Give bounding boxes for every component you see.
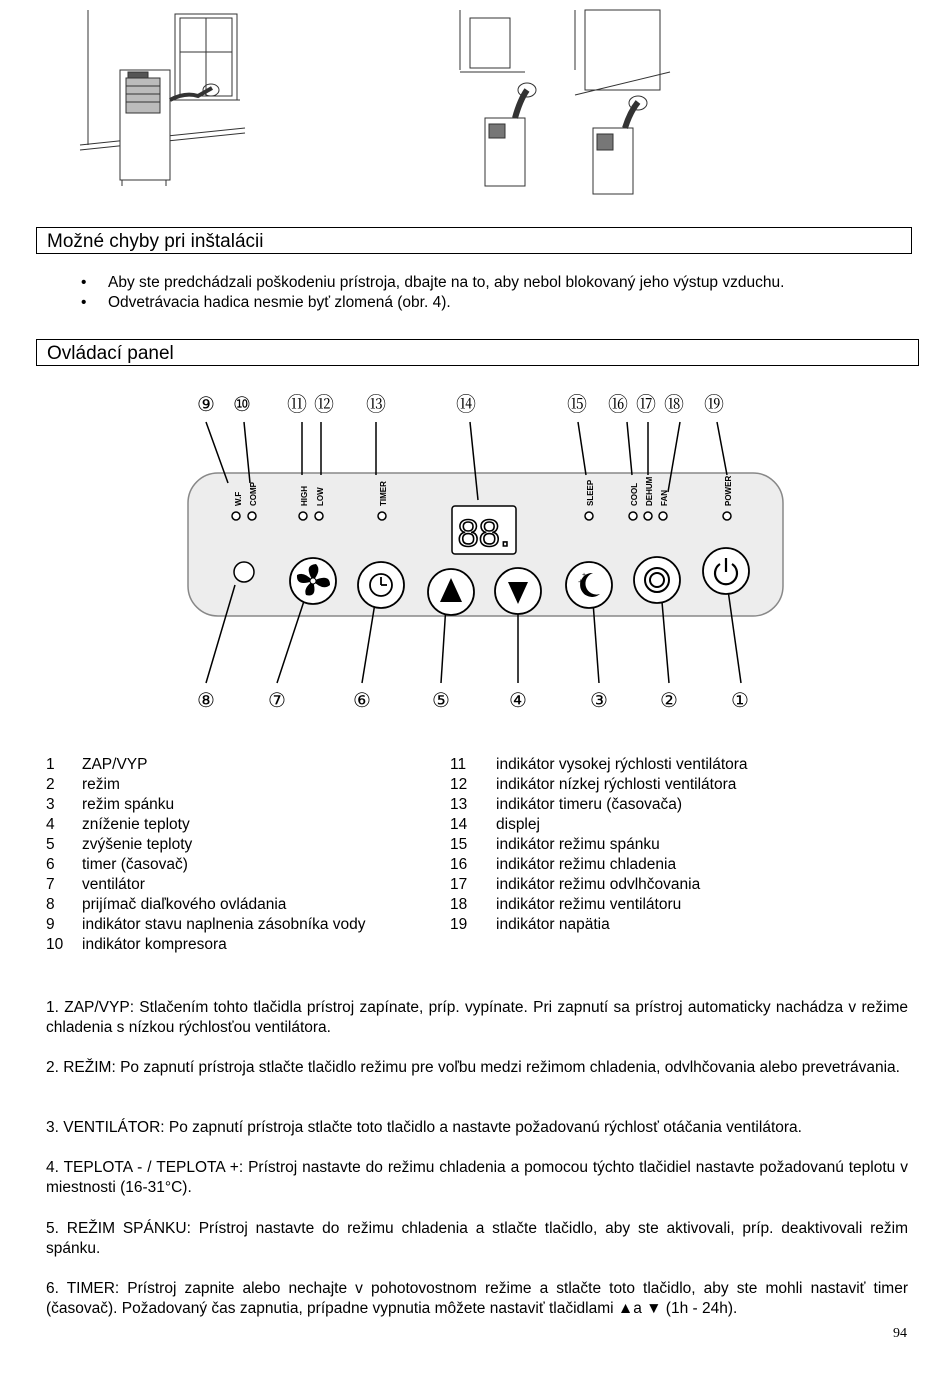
led-high: [299, 512, 307, 520]
list-item: • Aby ste predchádzali poškodeniu prístroja, dbajte na to, aby nebol blokovaný jeho výstup vzduchu.: [75, 273, 784, 293]
led-low: [315, 512, 323, 520]
indicator-label-dehum: DEHUM: [645, 476, 654, 506]
callout-1: ①: [731, 690, 749, 712]
list-item: 16 indikátor režimu chladenia: [450, 856, 677, 873]
remote-receiver: [234, 562, 254, 582]
legend-right: [450, 755, 748, 935]
callout-11: ⑪: [287, 394, 307, 416]
callout-18: ⑱: [664, 394, 684, 416]
list-item: 17 indikátor režimu odvlhčovania: [450, 876, 701, 893]
led-cool: [629, 512, 637, 520]
callout-4: ④: [509, 690, 527, 712]
list-item: 4 zníženie teploty: [46, 816, 190, 833]
list-item: 15 indikátor režimu spánku: [450, 836, 660, 853]
list-item: 8 prijímač diaľkového ovládania: [46, 896, 287, 913]
display-value: 88.: [457, 513, 511, 555]
callout-12: ⑫: [314, 394, 334, 416]
legend-left: [46, 755, 366, 955]
svg-text:+: +: [582, 572, 587, 579]
list-item: 6 timer (časovač): [46, 856, 188, 873]
description-temperature: 4. TEPLOTA - / TEPLOTA +: Prístroj nastavte do režimu chladenia a pomocou týchto tlačidiel nastavte požadovanú teplotu v miestnosti (16-31°C).: [46, 1159, 908, 1196]
installation-illustrations: [0, 0, 950, 205]
callout-13: ⑬: [366, 394, 386, 416]
list-item: 10 indikátor kompresora: [46, 936, 227, 953]
indicator-label-high: HIGH: [300, 486, 309, 506]
led-power: [723, 512, 731, 520]
callout-5: ⑤: [432, 690, 450, 712]
description-power: 1. ZAP/VYP: Stlačením tohto tlačidla prístroj zapínate, príp. vypínate. Pri zapnutí sa prístroj automaticky nachádza v režime chladenia s nízkou rýchlosťou ventilátora.: [46, 999, 908, 1036]
list-item: 11 indikátor vysokej rýchlosti ventilátora: [450, 756, 748, 773]
callout-7: ⑦: [268, 690, 286, 712]
description-mode: 2. REŽIM: Po zapnutí prístroja stlačte tlačidlo režimu pre voľbu medzi režimom chladenia, odvlhčovania alebo prevetrávania.: [46, 1059, 900, 1076]
list-item: 2 režim: [46, 776, 120, 793]
indicator-label-low: LOW: [316, 487, 325, 506]
page-number: 94: [893, 1326, 907, 1341]
indicator-label-comp: COMP: [249, 482, 258, 506]
callout-2: ②: [660, 690, 678, 712]
callout-16: ⑯: [608, 394, 628, 416]
list-item: 18 indikátor režimu ventilátoru: [450, 896, 682, 913]
install-errors-list: [75, 273, 784, 313]
list-item: 9 indikátor stavu naplnenia zásobníka vody: [46, 916, 366, 933]
indicator-label-fan: FAN: [660, 490, 669, 506]
list-item: 12 indikátor nízkej rýchlosti ventilátora: [450, 776, 737, 793]
indicator-label-wf: W.F: [234, 491, 243, 506]
mode-button[interactable]: [634, 557, 680, 603]
description-sleep: 5. REŽIM SPÁNKU: Prístroj nastavte do režimu chladenia a stlačte tlačidlo, aby ste aktivovali, príp. deaktivovali režim spánku.: [46, 1220, 908, 1257]
led-sleep: [585, 512, 593, 520]
led-dehum: [644, 512, 652, 520]
led-wf: [232, 512, 240, 520]
list-item: • Odvetrávacia hadica nesmie byť zlomená (obr. 4).: [75, 293, 784, 313]
sleep-button[interactable]: [566, 562, 612, 608]
callout-3: ③: [590, 690, 608, 712]
description-timer: 6. TIMER: Prístroj zapnite alebo nechajte v pohotovostnom režime a stlačte toto tlačidlo, aby ste mohli nastaviť timer (časovač). Požadovaný čas zapnutia, prípadne vypnutia môžete nastaviť tlačidlami ▲a ▼ (1h - 24h).: [46, 1280, 908, 1317]
list-item: 7 ventilátor: [46, 876, 145, 893]
callout-10: ⑩: [233, 394, 251, 416]
list-item: 19 indikátor napätia: [450, 916, 610, 933]
list-item: 14 displej: [450, 816, 540, 833]
callout-8: ⑧: [197, 690, 215, 712]
indicator-label-power: POWER: [724, 475, 733, 506]
list-item: 3 režim spánku: [46, 796, 175, 813]
indicator-label-cool: COOL: [630, 482, 639, 506]
callout-6: ⑥: [353, 690, 371, 712]
callout-15: ⑮: [567, 394, 587, 416]
led-timer: [378, 512, 386, 520]
indicator-label-timer: TIMER: [379, 481, 388, 506]
description-fan: 3. VENTILÁTOR: Po zapnutí prístroja stlačte toto tlačidlo a nastavte požadovanú rýchlosť otáčania ventilátora.: [46, 1119, 802, 1136]
section-title-install-errors: Možné chyby pri inštalácii: [36, 227, 912, 254]
indicator-label-sleep: SLEEP: [586, 479, 595, 506]
list-item: 1 ZAP/VYP: [46, 756, 148, 773]
callout-17: ⑰: [636, 394, 656, 416]
callout-9: ⑨: [197, 394, 215, 416]
callout-19: ⑲: [704, 394, 724, 416]
section-title-control-panel: Ovládací panel: [36, 339, 919, 366]
list-item: 13 indikátor timeru (časovača): [450, 796, 683, 813]
led-fan: [659, 512, 667, 520]
control-panel-diagram: [0, 380, 950, 720]
svg-text:+: +: [578, 577, 584, 587]
list-item: 5 zvýšenie teploty: [46, 836, 193, 853]
callout-14: ⑭: [456, 394, 476, 416]
led-comp: [248, 512, 256, 520]
